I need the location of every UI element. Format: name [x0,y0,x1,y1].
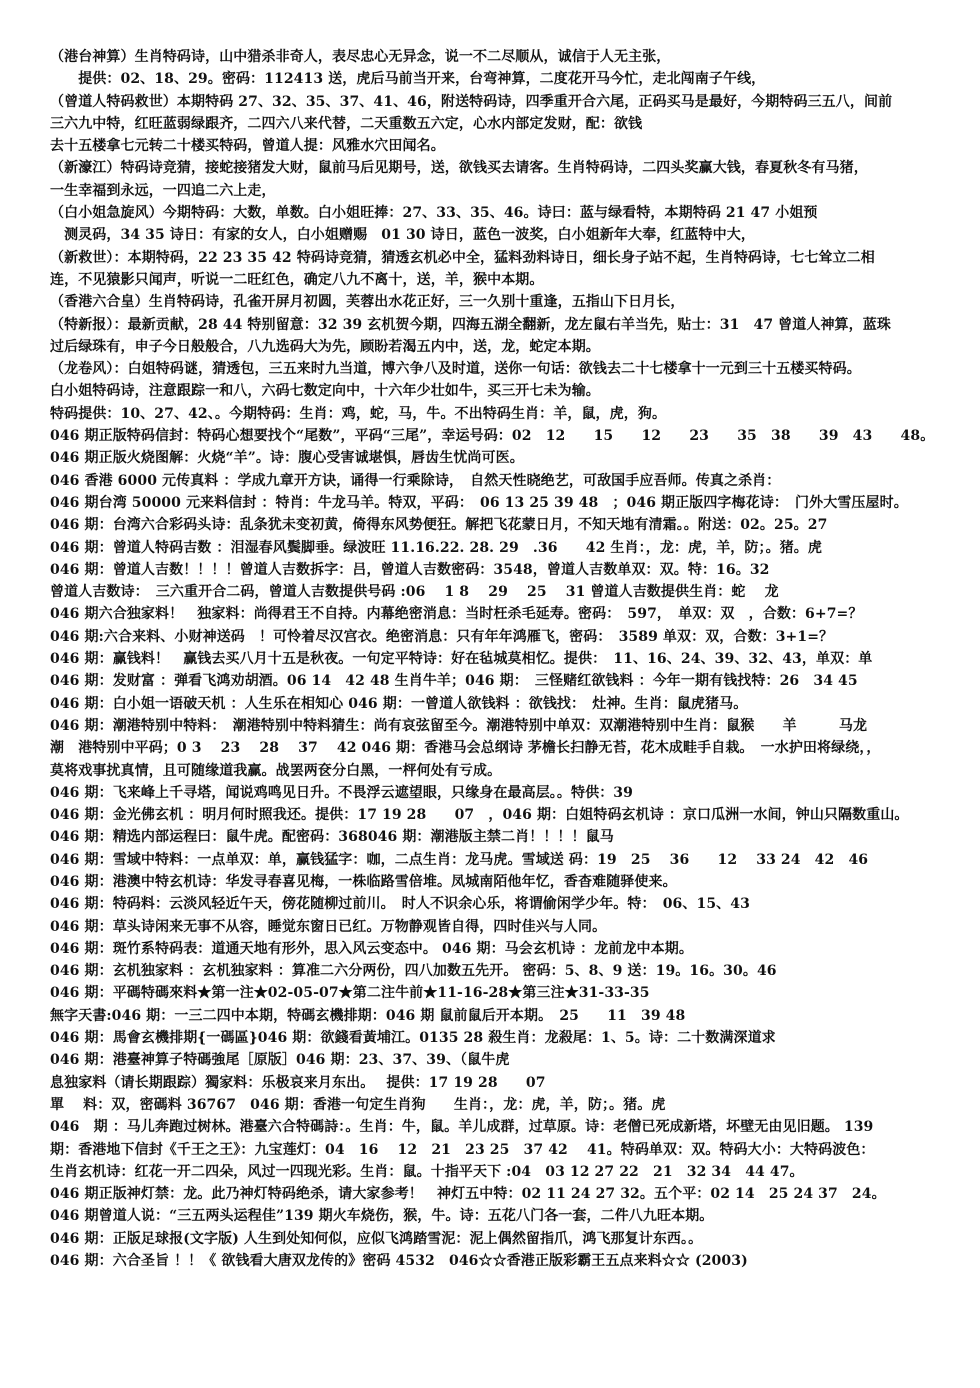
text-line: （新濠江）特码诗竞猜，接蛇接猪发大财，鼠前马后见期号，送，欲钱买去请客。生肖特码诗，二四头奖赢大钱，春夏秋冬有马猪， [50,160,868,177]
text-line: 046 期曾道人说：“三五两头运程佳”139 期火车烧伤，猴，牛。诗：五花八门各一套，二件八九旺本期。 [50,1208,714,1225]
text-line: 046 期：玄机独家料 ：玄机独家料 ：算准二六分两份，四八加数五先开。 密码：5、8、9 送：19。16。30。46 [50,963,777,980]
text-line: （曾道人特码救世）本期特码 27、32、35、37、41、46，附送特码诗，四季重开合六尾，正码买马是最好，今期特码三五八，间前 [50,93,893,110]
text-line: 046 期：发财富 ：弹看飞鸿劝胡酒。06 14 42 48 生肖牛羊；046 期： 三怪赌红欲钱料 ：今年一期有钱找特：26 34 45 [50,673,858,690]
text-line: （香港六合皇）生肖特码诗，孔雀开屏月初圆，芙蓉出水花正好，三一久别十重逢，五指山下日月长， [50,294,685,311]
text-line: （新救世）：本期特码，22 23 35 42 特码诗竞猜，猜透玄机必中全，猛料劲料诗日，细长身子站不起，生肖特码诗，七七耸立二相 [50,249,875,266]
text-line: 046 香港 6000 元传真料 ：学成九章开方诀，诵得一行乘除诗， 自然天性晓绝艺，可敌国手应吾师。传真之杀肖： [50,472,781,489]
text-line: 046 期：港澳中特玄机诗：华发寻春喜见梅，一株临路雪倍堆。凤城南陌他年忆，香杳难随驿使来。 [50,873,677,890]
text-line: 046 期：雪域中特料：一点单双：单，赢钱猛字：咖，二点生肖：龙马虎。雪域送 码：19 25 36 12 33 24 42 46 [50,851,869,868]
text-line: 046 期正版特码信封：特码心想要找个“尾数”，平码“三尾”，幸运号码：02 12 15 12 23 35 38 39 43 48。 [50,428,935,445]
text-line: 046 期正版神灯禁：龙。此乃神灯特码绝杀，请大家参考！ 神灯五中特：02 11 24 27 32。五个平：02 14 25 24 37 24。 [50,1186,886,1203]
text-line: 046 期：正版足球报(文字版) 人生到处知何似，应似飞鸿踏雪泥：泥上偶然留指爪，鸿飞那复计东西。。 [50,1230,703,1247]
text-line: 一生幸福到永远，一四追二六上走， [50,182,276,199]
text-line: （港台神算）生肖特码诗，山中猎杀非奇人，表尽忠心无异念，说一不二尽顺从，诚信于人无主张， [50,49,671,65]
text-line: 無字天書:046 期：一三二四中本期，特碼玄機排期：046 期 鼠前鼠后开本期。 25 11 39 48 [50,1007,686,1024]
text-line: 046 期：白小姐一语破天机 ：人生乐在相知心 046 期：一曾道人欲钱料 ：欲钱找： 灶神。生肖：鼠虎猪马。 [50,695,748,712]
text-line: 046 期：台湾六合彩码头诗：乱条犹未变初黄，倚得东风势便狂。解把飞花蒙日月，不知天地有清霜。。附送：02。25。27 [50,517,828,534]
text-line: 046 期：港臺神算子特碼強尾［原版］046 期：23、37、39、（鼠牛虎 [50,1052,510,1069]
text-line: 046 期：六合圣旨 ！！《 欲钱看大唐双龙传的》密码 4532 046☆☆香港正版彩霸王五点来料☆☆ (2003) [50,1253,748,1270]
text-line: 息独家料（请长期跟踪）獨家料：乐极哀来月东出。 提供：17 19 28 07 [50,1074,546,1091]
text-line: 046 期：精选内部运程曰：鼠牛虎。配密码：368046 期：潮港版主禁二肖！！！！鼠马 [50,829,614,846]
text-line: 046 期：斑竹系特码表：道通天地有形外，思入风云变态中。 046 期：马会玄机诗 ：龙前龙中本期。 [50,940,693,957]
text-line: （白小姐急旋风）今期特码：大数，单数。白小姐旺捧：27、33、35、46。诗曰：蓝与绿看特，本期特码 21 47 小姐预 [50,205,818,222]
text-line: （龙卷风）：白姐特码谜，猜透包，三五来时九当道，博六争八及时道，送你一句话：欲钱去二十七楼拿十一元到三十五楼买特码。 [50,361,861,378]
text-line: 046 期:六合来料、小财神送码 ！可怜着尽汉宫衣。绝密消息：只有年年鸿雁飞，密码： 3589 单双：双，合数：3+1=？ [50,628,834,645]
text-line: 三六九中特，红旺蓝弱绿跟齐，二四六八来代替，二天重数五六定，心水内部定发财，配：欲钱 [50,115,643,132]
text-line: 测灵码，34 35 诗日：有家的女人，白小姐赠赐 01 30 诗日，蓝色一波奖，白小姐新年大奉，红蓝特中大， [50,227,755,244]
text-line: 046 期：飞来峰上千寻塔，闻说鸡鸣见日升。不畏浮云遮望眼，只缘身在最高层。。特供：39 [50,784,633,801]
text-line: 去十五楼拿七元转二十楼买特码，曾道人提：风雅水穴田闻名。 [50,138,445,155]
text-line: 046 期：潮港特别中特料： 潮港特别中特料猜生：尚有哀弦留至今。潮港特别中单双：双潮港特别中生肖：鼠猴 羊 马龙 [50,717,868,734]
text-line: 046 期：曾道人吉数！！！！曾道人吉数拆字：吕，曾道人吉数密码：3548，曾道人吉数单双：双。特：16。32 [50,561,770,578]
text-line: 046 期：金光佛玄机 ：明月何时照我还。提供：17 19 28 07 ，046 期：白姐特码玄机诗 ：京口瓜洲一水间，钟山只隔数重山。 [50,807,909,824]
text-line: 生肖玄机诗：红花一开二四朵，风过一四现光彩。生肖：鼠。十指平天下 :04 03 12 27 22 21 32 34 44 47。 [50,1163,804,1180]
text-line: 046 期：曾道人特码吉数 ：泪湿春风鬓脚垂。绿波旺 11.16.22. 28. 29 .36 42 生肖：，龙：虎，羊，防；。猪。虎 [50,539,823,556]
text-line: 莫将戏事扰真情，且可随缘道我赢。战罢两奁分白黑，一枰何处有亏成。 [50,762,502,779]
text-line: 046 期正版火烧图解：火烧“羊”。诗：腹心受害诚堪惧，唇齿生忧尚可医。 [50,450,524,467]
text-line: 046 期：特码料：云淡风轻近午天，傍花随柳过前川。 时人不识余心乐，将谓偷闲学少年。特： 06、15、43 [50,896,750,913]
text-line: 提供：02、18、29。密码：112413 送，虎后马前当开来，台弯神算，二度花开马今忙，走北闯南子午线， [50,71,766,88]
text-line: 046 期台湾 50000 元来料信封 ：特肖：牛龙马羊。特双，平码： 06 13 25 39 48 ；046 期正版四字梅花诗： 门外大雪压屋时。 [50,494,908,511]
text-line: 046 期：赢钱料！ 赢钱去买八月十五是秋夜。一句定平特诗：好在毡城莫相忆。提供： 11、16、24、39、32、43，单双：单 [50,651,873,668]
text-line: 白小姐特码诗，注意跟踪一和八，六码七数定向中，十六年少壮如牛，买三开七未为输。 [50,383,600,400]
text-line: 连，不见猿影只闻声，听说一二旺红色，确定八九不离十，送，羊，猴中本期。 [50,271,544,288]
text-line: 046 期 ：马儿奔跑过树林。港臺六合特碼詩：。生肖：牛，鼠。羊儿成群，过草原。诗：老僧已死成新塔，坏壁无由见旧题。 139 [50,1119,874,1136]
text-line: 046 期：草头诗闲来无事不从容，睡觉东窗日已红。万物静观皆自得，四时佳兴与人同。 [50,918,607,935]
text-line: 期：香港地下信封《千王之王》：九宝莲灯：04 16 12 21 23 25 37 42 41。特码单双：双。特码大小：大特码波色： [50,1141,875,1158]
text-line: 潮 港特别中平码；0 3 23 28 37 42 046 期：香港马会总纲诗 茅檐长扫静无苔，花木成畦手自栽。 一水护田将绿绕，， [50,740,881,757]
text-lines [50,46,950,1272]
text-line: 046 期：馬會玄機排期{一碼區}046 期：欲錢看黃埔江。0135 28 殺生肖：龙殺尾：1、5。诗：二十数满深道求 [50,1030,776,1047]
text-line: 046 期：平碼特碼來料★第一注★02-05-07★第二注牛前★11-16-28★第三注★31-33-35 [50,985,650,1002]
text-line: 046 期六合独家料！ 独家料：尚得君王不自持。内幕绝密消息：当时枉杀毛延寿。密码： 597， 单双：双 ，合数：6+7=？ [50,606,863,623]
text-line: 曾道人吉数诗： 三六重开合二码，曾道人吉数提供号码 :06 1 8 29 25 31 曾道人吉数提供生肖：蛇 龙 [50,584,779,601]
text-line: 特码提供：10、27、42、。今期特码：生肖：鸡，蛇，马，牛。不出特码生肖：羊，鼠，虎，狗。 [50,405,667,422]
text-line: 單 料：双，密碼料 36767 046 期：香港一句定生肖狗 生肖：，龙：虎，羊，防；。猪。虎 [50,1096,666,1113]
text-line: （特新报）：最新贡献，28 44 特别留意：32 39 玄机贺今期，四海五湖全翻新，龙左鼠右羊当先，贴士：31 47 曾道人神算，蓝珠 [50,316,891,333]
text-line: 过后绿珠有，申子今日般般合，八九选码大为先，顾盼若渴五内中，送，龙，蛇定本期。 [50,338,600,355]
